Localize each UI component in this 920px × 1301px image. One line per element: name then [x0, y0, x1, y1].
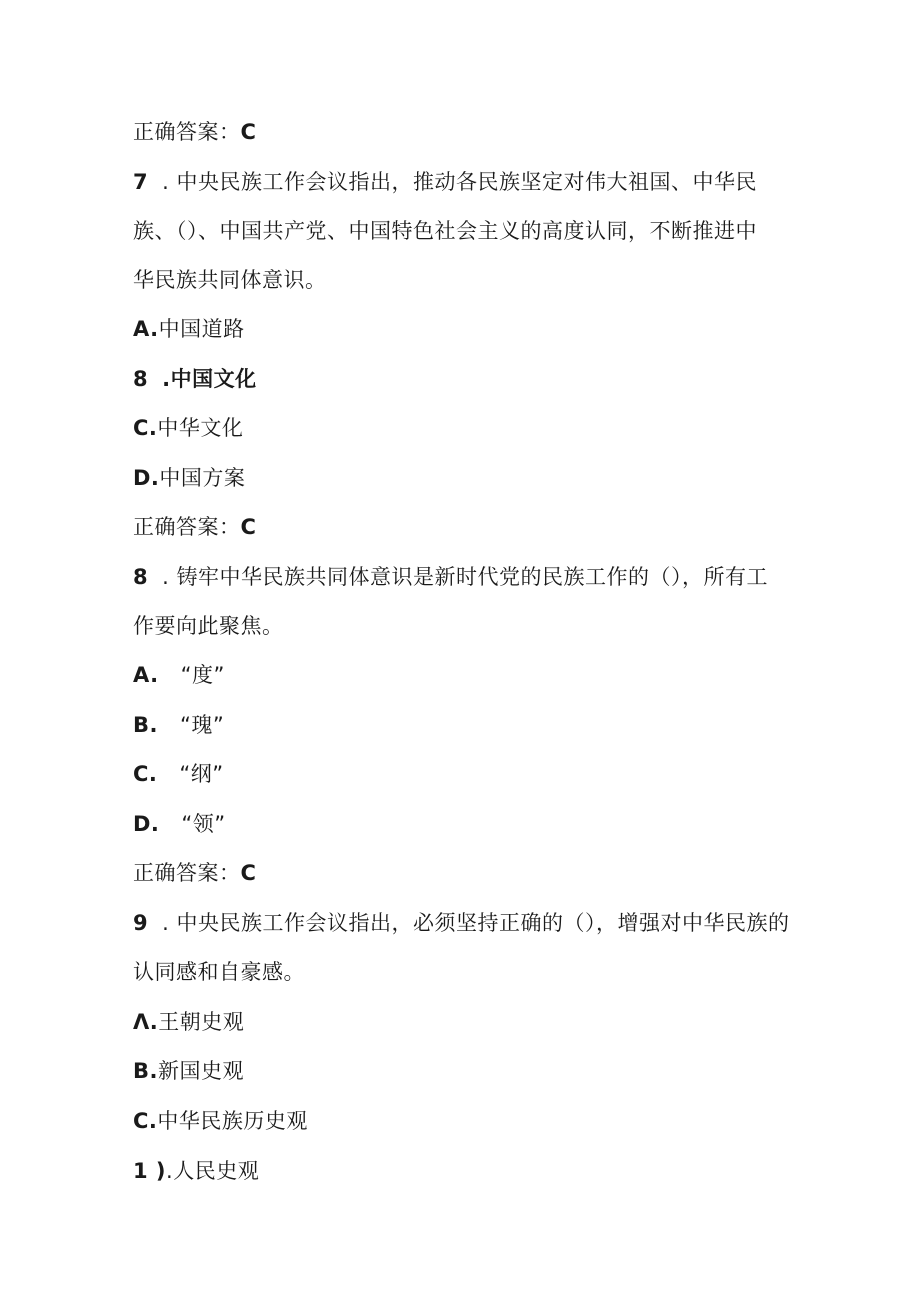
option-prefix: C.: [133, 762, 158, 786]
option-prefix: C.: [133, 416, 158, 440]
option-text: 中华民族历史观: [157, 1109, 308, 1133]
option-prefix: D.: [133, 466, 160, 490]
option-a: [133, 313, 793, 345]
answer-letter: C: [240, 515, 257, 539]
option-text: 中国方案: [159, 466, 246, 490]
answer-letter: C: [240, 120, 257, 144]
option-c: [133, 758, 793, 790]
question-9-line-2: 认同感和自豪感。: [133, 960, 305, 984]
answer-line-6: [133, 116, 793, 148]
question-text: . 中央民族工作会议指出，推动各民族坚定对伟大祖国、中华民: [162, 170, 757, 194]
answer-line-8: [133, 857, 793, 889]
option-b: [133, 1055, 793, 1087]
answer-label: 正确答案：: [133, 120, 241, 144]
answer-label: 正确答案：: [133, 861, 241, 885]
option-prefix: 1 ): [133, 1159, 167, 1183]
question-7-line-3: 华民族共同体意识。: [133, 268, 327, 292]
option-prefix: D.: [133, 812, 160, 836]
option-prefix: 8: [133, 367, 149, 391]
option-text: 中国道路: [158, 317, 245, 341]
option-text: “瑰”: [179, 713, 225, 737]
question-8-line-1: [133, 561, 793, 593]
question-text: . 中央民族工作会议指出，必须坚持正确的（），增强对中华民族的: [162, 911, 790, 935]
option-prefix: A.: [133, 663, 159, 687]
option-text: “领”: [181, 812, 226, 836]
option-b: [133, 709, 793, 741]
question-7-line-2: 族、（）、中国共产党、中国特色社会主义的高度认同，不断推进中: [133, 219, 757, 243]
question-9-line-1: [133, 907, 793, 939]
answer-line-7: [133, 511, 793, 543]
option-text: 王朝史观: [158, 1010, 245, 1034]
question-text: . 铸牢中华民族共同体意识是新时代党的民族工作的（），所有工: [162, 565, 768, 589]
option-prefix: Λ.: [133, 1010, 159, 1034]
answer-letter: C: [240, 861, 257, 885]
question-7-line-1: [133, 166, 793, 198]
option-text: 新国史观: [157, 1059, 244, 1083]
option-d: [133, 808, 793, 840]
option-text: “度”: [180, 663, 225, 687]
answer-label: 正确答案：: [133, 515, 241, 539]
option-prefix: B.: [133, 1059, 158, 1083]
option-a: [133, 1006, 793, 1038]
question-number: 9: [133, 911, 149, 935]
question-number: 7: [133, 170, 149, 194]
option-text: .中国文化: [162, 367, 257, 391]
option-prefix: A.: [133, 317, 159, 341]
question-number: 8: [133, 565, 149, 589]
option-prefix: C.: [133, 1109, 158, 1133]
option-prefix: B.: [133, 713, 158, 737]
option-b: [133, 363, 793, 395]
option-d: [133, 462, 793, 494]
option-d: [133, 1155, 793, 1187]
option-a: [133, 659, 793, 691]
option-c: [133, 412, 793, 444]
option-c: [133, 1105, 793, 1137]
option-text: “纲”: [179, 762, 224, 786]
question-8-line-2: 作要向此聚焦。: [133, 614, 284, 638]
option-text: .人民史观: [166, 1159, 260, 1183]
option-text: 中华文化: [157, 416, 244, 440]
